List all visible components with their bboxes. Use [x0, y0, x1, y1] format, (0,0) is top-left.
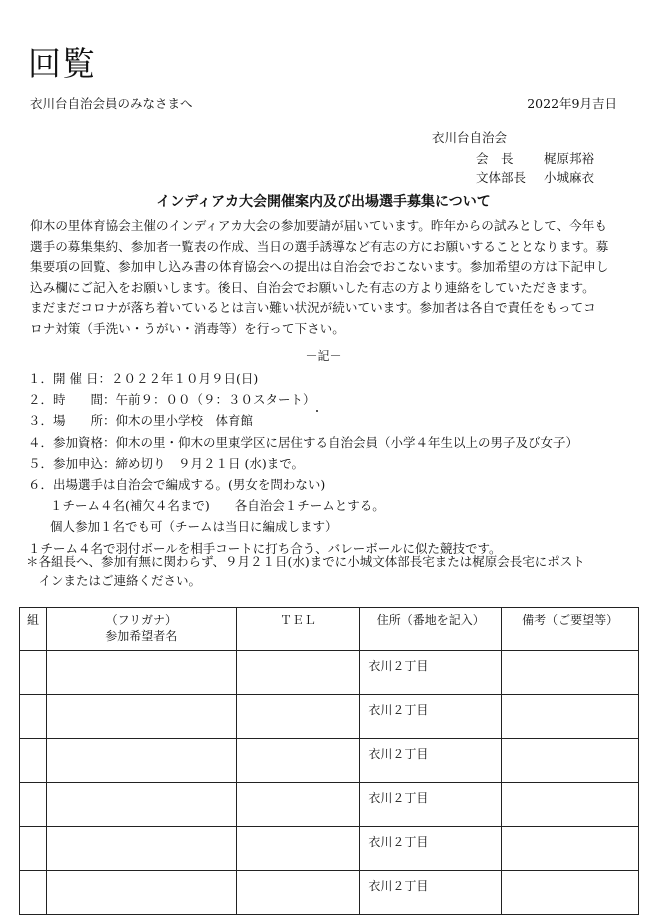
paragraph-line: 込み欄にご記入をお願いします。後日、自治会でお願いした有志の方より連絡をしていただきます。 — [30, 279, 595, 295]
form-row — [20, 739, 639, 783]
notes-cell[interactable] — [502, 827, 639, 871]
scan-speck — [316, 410, 318, 412]
detail-item: ３．場 所：仰木の里小学校 体育館 — [28, 413, 254, 429]
header-address: 住所（番地を記入） — [360, 608, 502, 651]
form-row — [20, 783, 639, 827]
name-cell[interactable] — [46, 827, 236, 871]
officer-name: 小城麻衣 — [544, 170, 595, 185]
tel-cell[interactable] — [236, 871, 360, 915]
notes-cell[interactable] — [502, 871, 639, 915]
addressee: 衣川台自治会員のみなさまへ — [30, 96, 193, 111]
header-notes: 備考（ご要望等） — [502, 608, 639, 651]
issue-date: 2022年9月吉日 — [527, 96, 617, 111]
officer-culture-head — [476, 168, 594, 186]
tel-cell[interactable] — [236, 783, 360, 827]
kumi-cell[interactable] — [20, 827, 47, 871]
name-cell[interactable] — [46, 871, 236, 915]
paragraph-line: 集要項の回覧、参加申し込み書の体育協会への提出は自治会でおこないます。参加希望の方は下記申し — [30, 259, 609, 275]
name-cell[interactable] — [46, 739, 236, 783]
kumi-cell[interactable] — [20, 783, 47, 827]
address-cell[interactable]: 衣川２丁目 — [360, 739, 502, 783]
officer-role: 会 長 — [476, 151, 514, 166]
paragraph-line: 選手の募集集約、参加者一覧表の作成、当日の選手誘導など有志の方にお願いすることとなります。募 — [30, 238, 609, 254]
detail-item: １．開 催 日：２０２２年１０月９日(日) — [28, 371, 259, 386]
address-cell[interactable]: 衣川２丁目 — [360, 695, 502, 739]
header-name-furigana: （フリガナ） — [105, 613, 177, 627]
officer-role: 文体部長 — [476, 170, 527, 185]
tel-cell[interactable] — [236, 651, 360, 695]
form-row — [20, 651, 639, 695]
name-cell[interactable] — [46, 651, 236, 695]
document-heading: インディアカ大会開催案内及び出場選手募集について — [156, 194, 491, 210]
header-kumi: 組 — [20, 608, 47, 651]
header-name — [46, 608, 236, 651]
paragraph-line: まだまだコロナが落ち着いているとは言い難い状況が続いています。参加者は各自で責任をもってコ — [30, 300, 596, 316]
org-name: 衣川台自治会 — [432, 130, 508, 145]
name-cell[interactable] — [46, 695, 236, 739]
intro-paragraph — [30, 216, 615, 340]
tel-cell[interactable] — [236, 695, 360, 739]
address-cell[interactable]: 衣川２丁目 — [360, 871, 502, 915]
tel-cell[interactable] — [236, 827, 360, 871]
detail-item: ２．時 間：午前９：００（９：３０スタート） — [28, 392, 316, 408]
form-row — [20, 695, 639, 739]
note-line: ＊各組長へ、参加有無に関わらず、９月２１日(水)までに小城文体部長宅または梶原会長宅にポスト — [26, 554, 585, 569]
kumi-cell[interactable] — [20, 871, 47, 915]
form-row — [20, 827, 639, 871]
form-header-row — [20, 608, 639, 651]
paragraph-line: ロナ対策（手洗い・うがい・消毒等）を行って下さい。 — [30, 320, 345, 336]
note-line: インまたはご連絡ください。 — [26, 573, 202, 588]
circular-title: 回覧 — [28, 44, 96, 83]
address-cell[interactable]: 衣川２丁目 — [360, 827, 502, 871]
notes-cell[interactable] — [502, 651, 639, 695]
paragraph-line: 仰木の里体育協会主催のインディアカ大会の参加要請が届いています。昨年からの試みとして、今年も — [30, 218, 607, 233]
detail-item: ４．参加資格：仰木の里・仰木の里東学区に居住する自治会員（小学４年生以上の男子及び女子） — [28, 434, 579, 450]
form-row — [20, 871, 639, 915]
application-form — [19, 607, 639, 915]
tel-cell[interactable] — [236, 739, 360, 783]
header-name-label: 参加希望者名 — [105, 629, 178, 643]
kumi-cell[interactable] — [20, 651, 47, 695]
notes-cell[interactable] — [502, 739, 639, 783]
detail-item: ５．参加申込：締め切り ９月２１日 (水)まで。 — [28, 455, 304, 471]
notes-cell[interactable] — [502, 695, 639, 739]
address-cell[interactable]: 衣川２丁目 — [360, 651, 502, 695]
officer-name: 梶原邦裕 — [544, 151, 595, 166]
detail-item: ６．出場選手は自治会で編成する。(男女を問わない) — [28, 477, 326, 493]
group-leader-note — [26, 552, 585, 590]
header-tel: ＴＥＬ — [236, 608, 360, 651]
detail-subitem: 個人参加１名でも可（チームは当日に編成します） — [50, 519, 338, 535]
details-list — [28, 368, 578, 559]
rule-description: １チーム４名で羽付ボールを相手コートに打ち合う、バレーボールに似た競技です。 — [28, 540, 502, 556]
officer-president — [476, 149, 594, 167]
detail-subitem: １チーム４名(補欠４名まで) 各自治会１チームとする。 — [50, 498, 385, 514]
name-cell[interactable] — [46, 783, 236, 827]
kumi-cell[interactable] — [20, 695, 47, 739]
address-cell[interactable]: 衣川２丁目 — [360, 783, 502, 827]
kumi-cell[interactable] — [20, 739, 47, 783]
ki-marker: －記－ — [305, 349, 342, 363]
notes-cell[interactable] — [502, 783, 639, 827]
